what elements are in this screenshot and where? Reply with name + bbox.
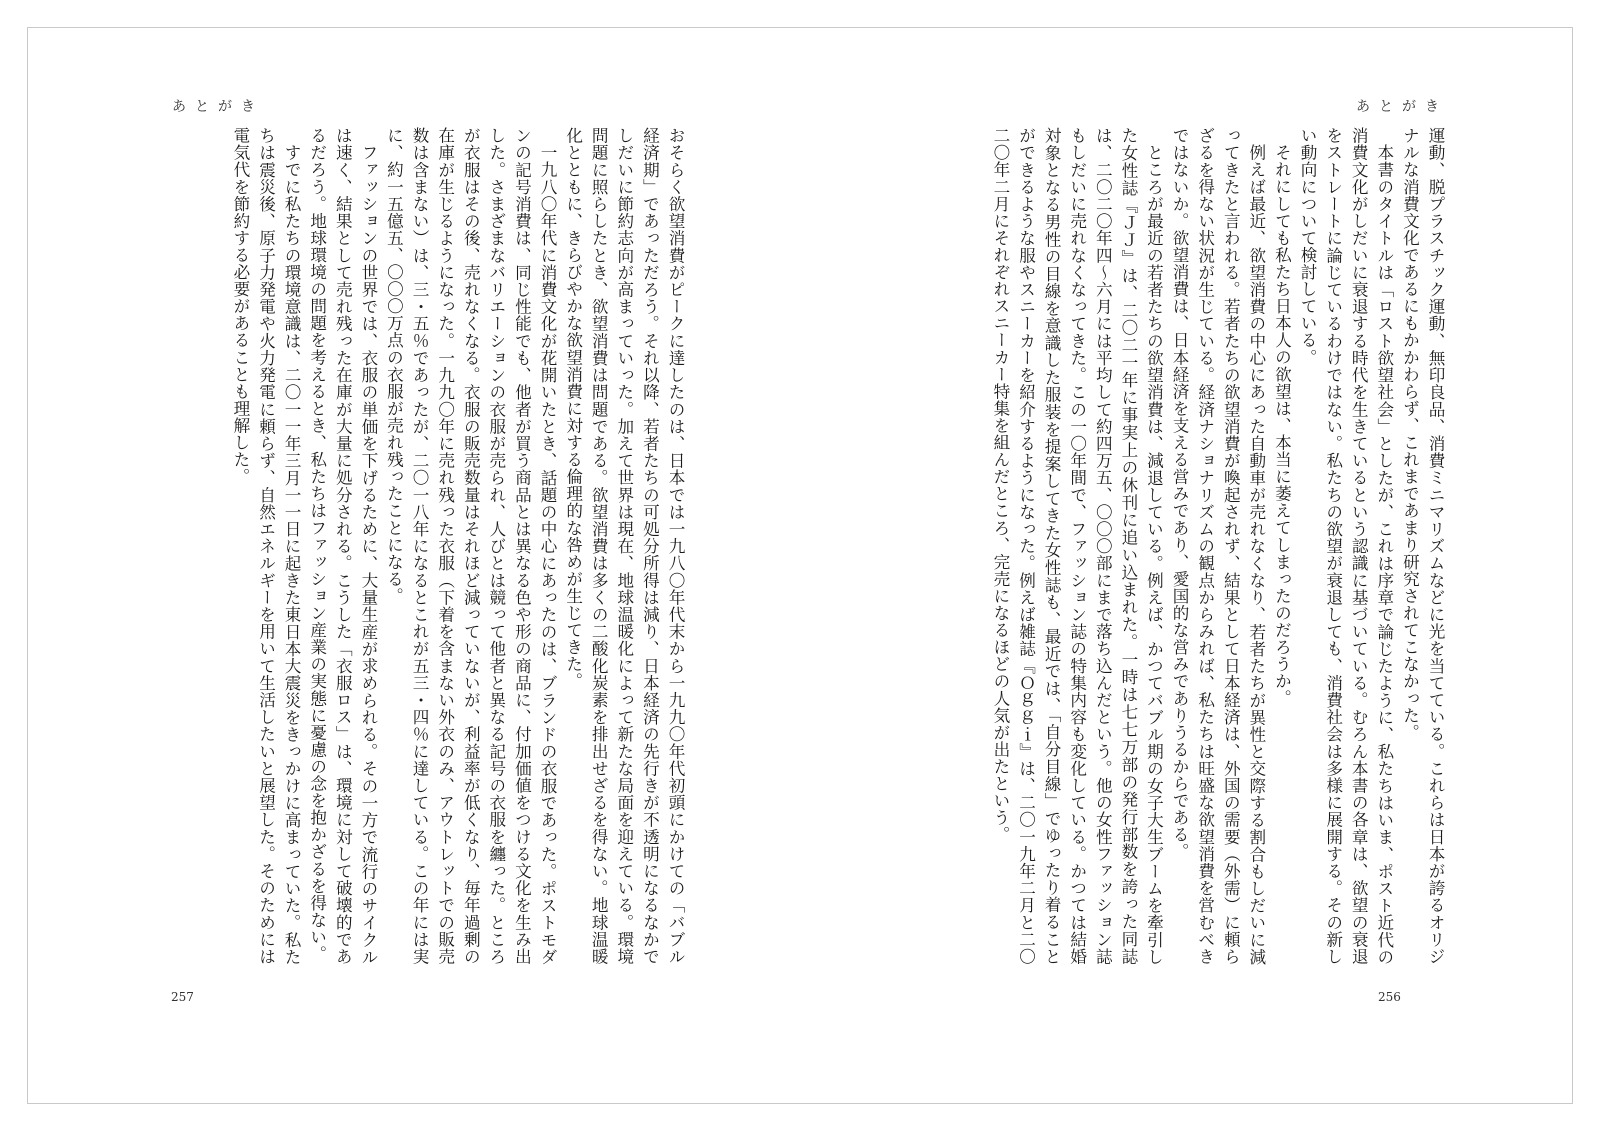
paragraph: ところが最近の若者たちの欲望消費は、減退している。例えば、かつてバブル期の女子大生ブームを牽引した女性誌『ＪＪ』は、二〇二一年に事実上の休刊に追い込まれた。一時は七七万部の発行部数を誇った同誌は、二〇二〇年四～六月には平均して約四万五、〇〇〇部にまで落ち込んだという。他の女性ファッション誌もしだいに売れなくなってきた。この一〇年間で、ファッション誌の特集内容も変化している。かつては結婚対象となる男性の目線を意識した服装を提案してきた女性誌も、最近では、「自分目線」でゆったり着ることができるような服やスニーカーを紹介するようになった。例えば雑誌『Ｏｇｇｉ』は、二〇一九年二月と二〇二〇年二月にそれぞれスニーカー特集を組んだところ、完売になるほどの人気が出たという。 [990,127,1164,965]
paragraph: 一九八〇年代に消費文化が花開いたとき、話題の中心にあったのは、ブランドの衣服であった。ポストモダンの記号消費は、同じ性能でも、他者が買う商品とは異なる色や形の商品に、付加価値をつける文化を生み出した。さまざまなバリエーションの衣服が売られ、人びとは競って他者と異なる記号の衣服を纏った。ところが衣服はその後、売れなくなる。衣服の販売数量はそれほど減っていないが、利益率が低くなり、毎年過剰の在庫が生じるようになった。一九九〇年に売れ残った衣服（下着を含まない外衣のみ、アウトレットでの販売数は含まない）は、三・五％であったが、二〇一八年になるとこれが五三・四％に達している。この年には実に、約一五億五、〇〇〇万点の衣服が売れ残ったことになる。 [384,127,558,965]
paragraph: 例えば最近、欲望消費の中心にあった自動車が売れなくなり、若者たちが異性と交際する割合もしだいに減ってきたと言われる。若者たちの欲望消費が喚起されず、結果として日本経済は、外国の需要（外需）に頼らざるを得ない状況が生じている。経済ナショナリズムの観点からみれば、私たちは旺盛な欲望消費を営むべきではないか。欲望消費は、日本経済を支える営みであり、愛国的な営みでありうるからである。 [1170,127,1266,965]
page-number: 256 [1378,990,1401,1004]
right-page [800,0,1600,1131]
paragraph: おそらく欲望消費がピークに達したのは、日本では一九八〇年代末から一九九〇年代初頭にかけての「バブル経済期」であっただろう。それ以降、若者たちの可処分所得は減り、日本経済の先行きが不透明になるなかでしだいに節約志向が高まっていった。加えて世界は現在、地球温暖化によって新たな局面を迎えている。環境問題に照らしたとき、欲望消費は問題である。欲望消費は多くの二酸化炭素を排出せざるを得ない。地球温暖化とともに、きらびやかな欲望消費に対する倫理的な咎めが生じてきた。 [563,127,685,965]
page-number: 257 [171,990,194,1004]
running-header: あとがき [1356,99,1448,115]
paragraph: 運動、脱プラスチック運動、無印良品、消費ミニマリズムなどに光を当てている。これらは日本が誇るオリジナルな消費文化であるにもかかわらず、これまであまり研究されてこなかった。 [1400,127,1445,965]
body-text [148,127,688,965]
paragraph: ファッションの世界では、衣服の単価を下げるために、大量生産が求められる。その一方で流行のサイクルは速く、結果として売れ残った在庫が大量に処分される。こうした「衣服ロス」は、環境に対して破壊的であるだろう。地球環境の問題を考えるとき、私たちはファッション産業の実態に憂慮の念を抱かざるを得ない。 [307,127,378,965]
paragraph: すでに私たちの環境意識は、二〇一一年三月一一日に起きた東日本大震災をきっかけに高まっていた。私たちは震災後、原子力発電や火力発電に頼らず、自然エネルギーを用いて生活したいと展望した。そのためには電気代を節約する必要があることも理解した。 [230,127,302,965]
running-header: あとがき [172,99,264,115]
body-text [902,127,1448,965]
paragraph: それにしても私たち日本人の欲望は、本当に萎えてしまったのだろうか。 [1272,143,1292,707]
paragraph: 本書のタイトルは「ロスト欲望社会」としたが、これは序章で論じたように、私たちはいま、ポスト近代の消費文化がしだいに衰退する時代を生きているという認識に基づいている。むろん本書の各章は、欲望の衰退をストレートに論じているわけではない。私たちの欲望が衰退しても、消費社会は多様に展開する。その新しい動向について検討している。 [1298,127,1394,965]
